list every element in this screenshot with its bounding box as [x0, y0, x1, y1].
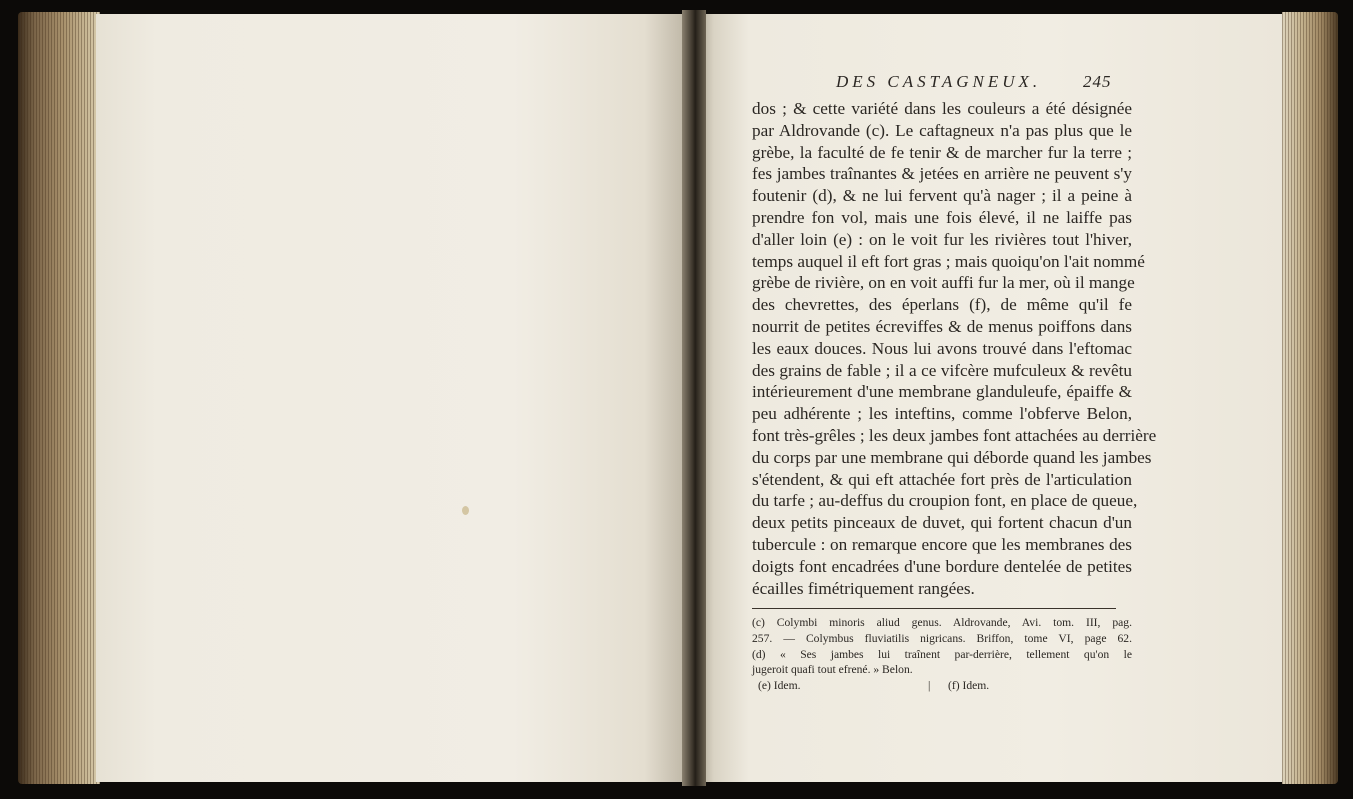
book-gutter [682, 10, 706, 786]
footnotes [752, 615, 1132, 693]
running-title: DES CASTAGNEUX. [836, 72, 1042, 91]
left-page-edges [18, 12, 100, 784]
body-line: font très-grêles ; les deux jambes font attachées au derrière [752, 425, 1157, 445]
left-page-blank [96, 14, 692, 782]
body-line: d'aller loin (e) : on le voit fur les rivières tout l'hiver, [752, 229, 1132, 249]
body-text [752, 98, 1157, 599]
footnote-line: (c) Colymbi minoris aliud genus. Aldrovande, Avi. tom. III, pag. [752, 616, 1132, 630]
body-line: temps auquel il eft fort gras ; mais quoiqu'on l'ait nommé [752, 251, 1145, 271]
body-line: écailles fimétriquement rangées. [752, 578, 975, 598]
body-line: grèbe, la faculté de fe tenir & de marcher fur la terre ; [752, 142, 1132, 162]
right-page-edges [1282, 12, 1338, 784]
body-line: deux petits pinceaux de duvet, qui fortent chacun d'un [752, 513, 1132, 533]
footnote-idem-row [752, 678, 1132, 694]
page-number: 245 [1083, 72, 1112, 91]
body-line: prendre fon vol, mais une fois élevé, il ne laiffe pas [752, 207, 1132, 227]
body-line: par Aldrovande (c). Le caftagneux n'a pas plus que le [752, 120, 1132, 140]
footnote-separator: | [928, 678, 931, 692]
body-line: peu adhérente ; les inteftins, comme l'obferve Belon, [752, 404, 1132, 424]
footnote-e: (e) Idem. [758, 678, 801, 692]
footnote-rule [752, 608, 1116, 609]
running-head [752, 68, 1132, 98]
body-line: du corps par une membrane qui déborde quand les jambes [752, 447, 1152, 467]
body-line: foutenir (d), & ne lui fervent qu'à nager ; il a peine à [752, 186, 1132, 206]
footnote-line: 257. — Colymbus fluviatilis nigricans. Briffon, tome VI, page 62. [752, 631, 1132, 645]
body-line: dos ; & cette variété dans les couleurs a été désignée [752, 99, 1132, 118]
body-line: des grains de fable ; il a ce vifcère mufculeux & revêtu [752, 360, 1132, 380]
footnote-line: (d) « Ses jambes lui traînent par-derrière, tellement qu'on le [752, 647, 1132, 661]
footnote-line: jugeroit quafi tout efrené. » Belon. [752, 663, 913, 677]
body-line: intérieurement d'une membrane glanduleufe, épaiffe & [752, 382, 1132, 402]
body-line: s'étendent, & qui eft attachée fort près de l'articulation [752, 469, 1132, 489]
page-text-column [752, 68, 1157, 694]
body-line: tubercule : on remarque encore que les membranes des [752, 534, 1132, 554]
body-line: doigts font encadrées d'une bordure dentelée de petites [752, 556, 1132, 576]
body-line: les eaux douces. Nous lui avons trouvé dans l'eftomac [752, 338, 1132, 358]
body-line: des chevrettes, des éperlans (f), de même qu'il fe [752, 295, 1132, 315]
body-line: nourrit de petites écreviffes & de menus poiffons dans [752, 316, 1132, 336]
paper-blemish [462, 506, 469, 515]
body-line: du tarfe ; au-deffus du croupion font, en place de queue, [752, 491, 1138, 511]
body-line: fes jambes traînantes & jetées en arrière ne peuvent s'y [752, 164, 1132, 184]
body-line: grèbe de rivière, on en voit auffi fur la mer, où il mange [752, 273, 1135, 293]
footnote-f: (f) Idem. [948, 678, 990, 692]
